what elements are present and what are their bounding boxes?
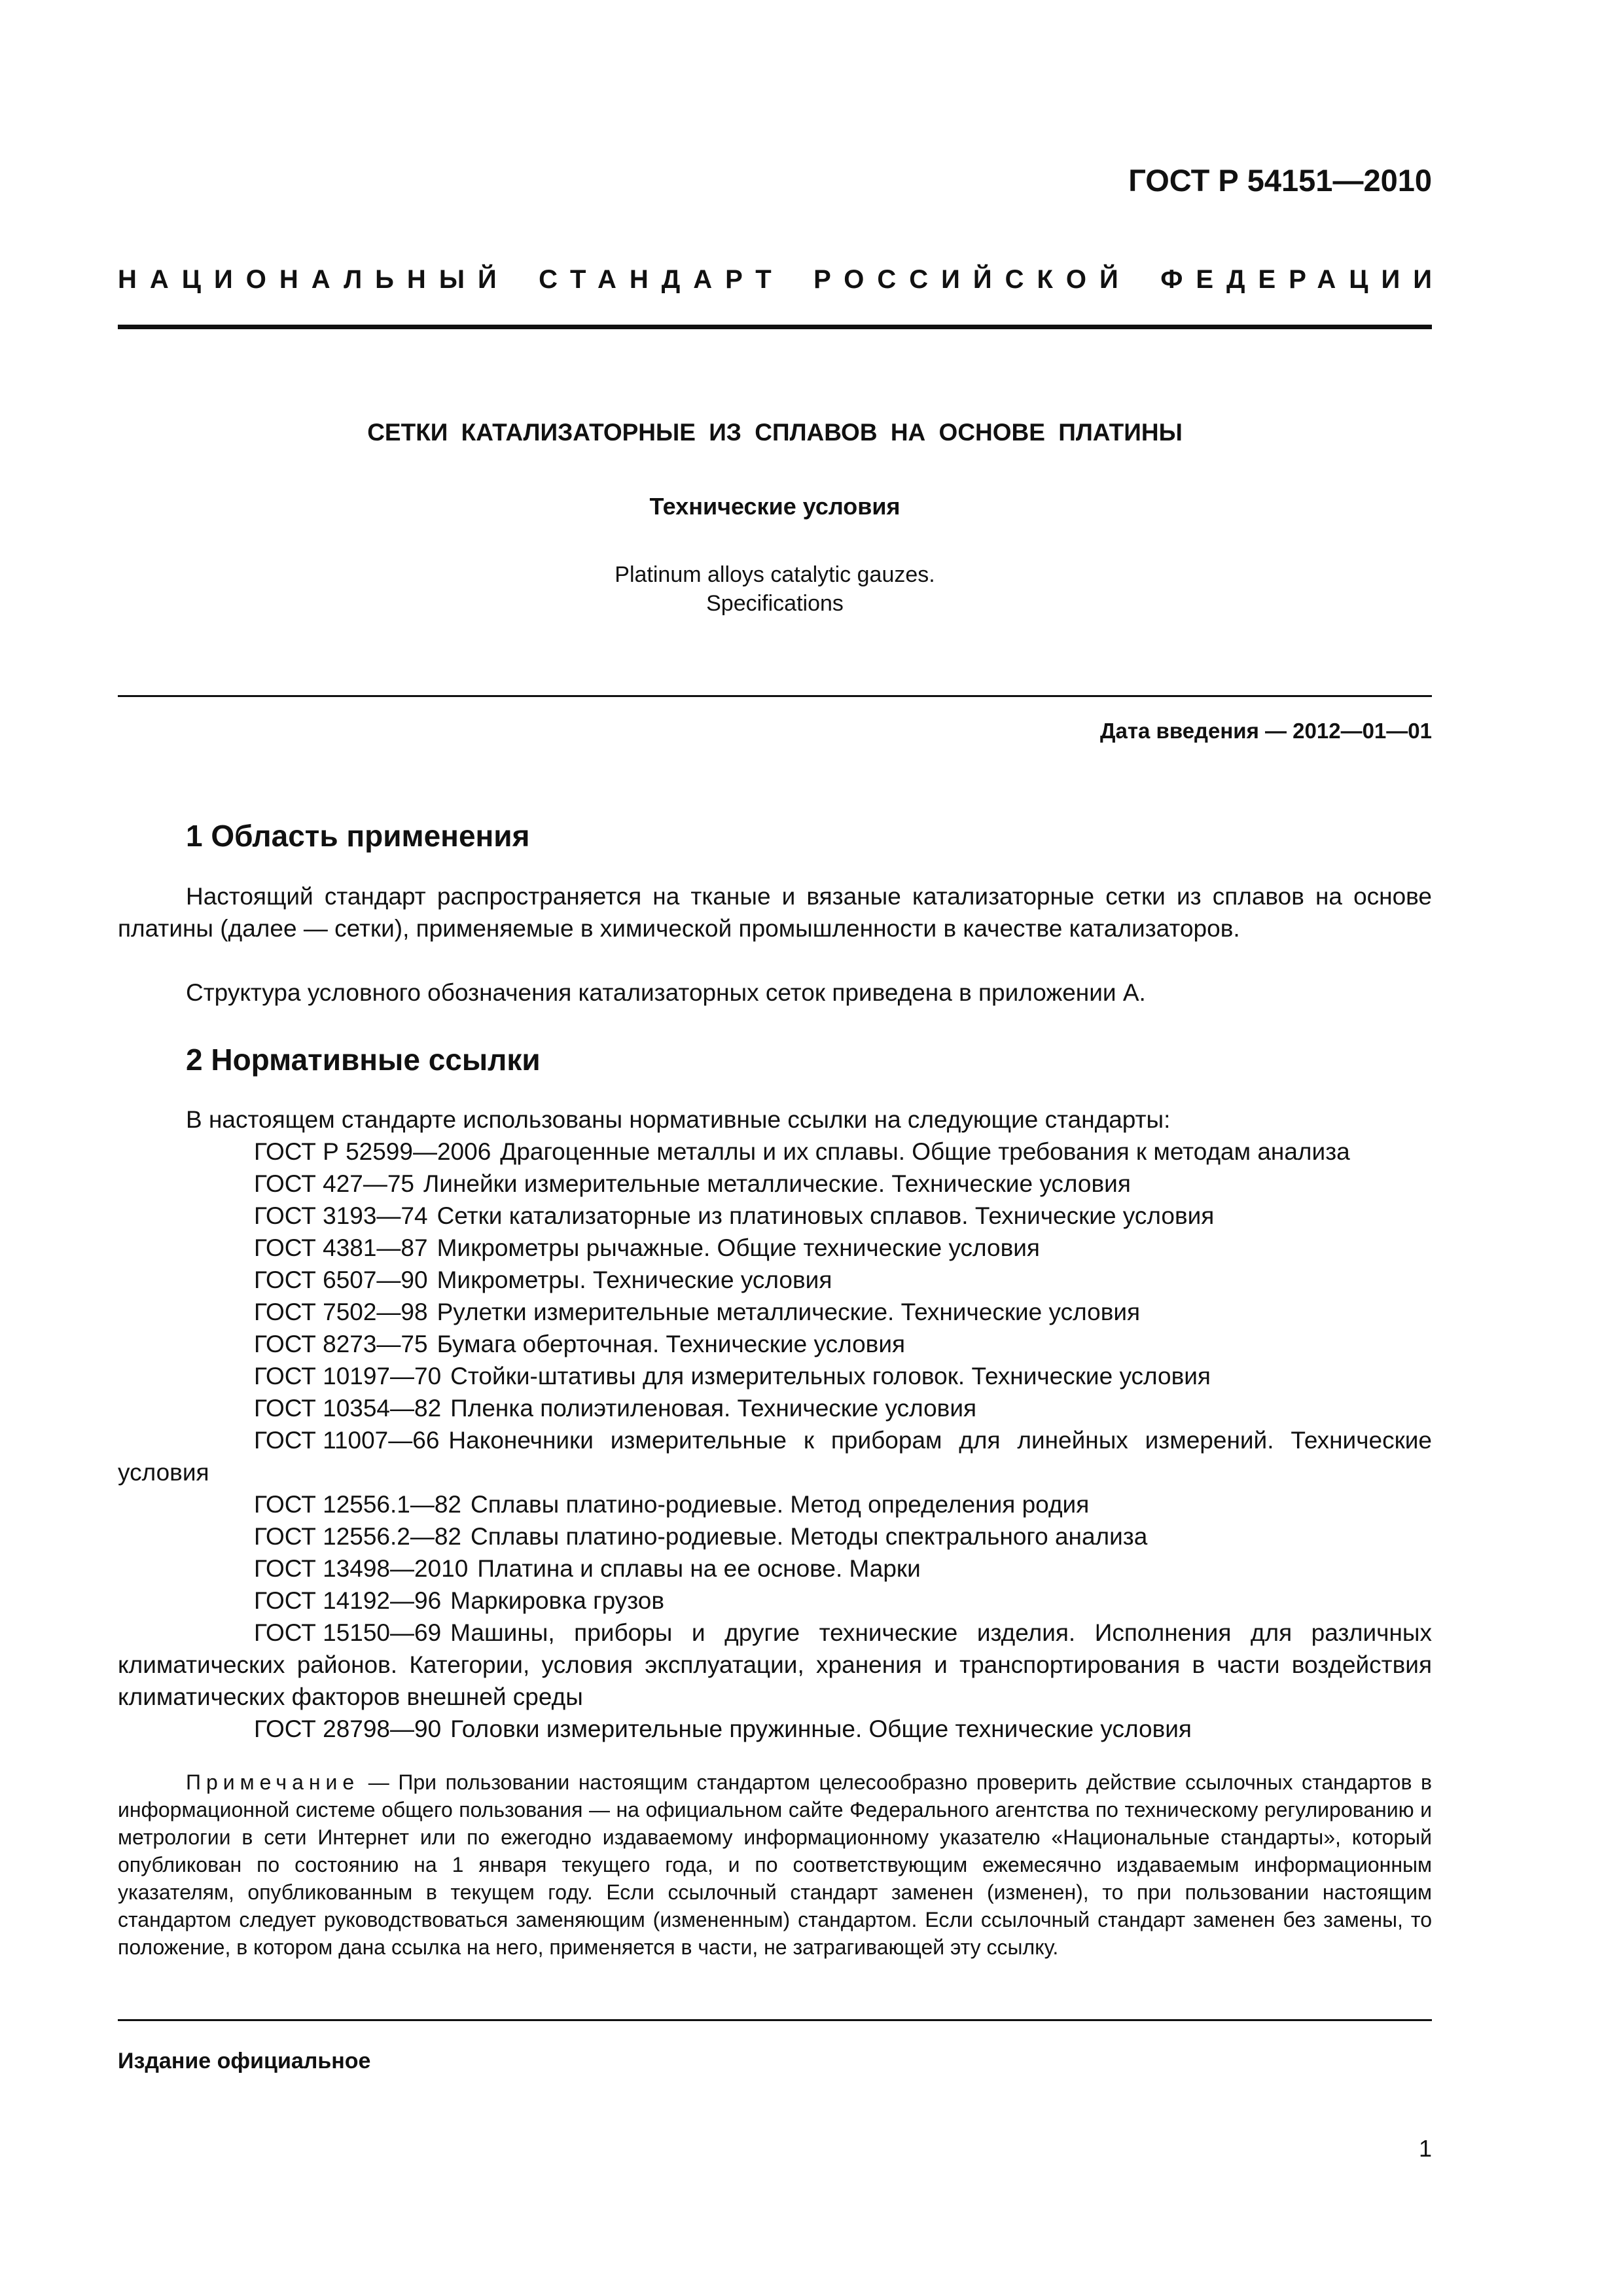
reference-code: ГОСТ 12556.1—82 [254,1491,462,1518]
reference-item [118,1552,1432,1585]
references-intro: В настоящем стандарте использованы нормативные ссылки на следующие стандарты: [186,1106,1171,1133]
note-label: Примечание [186,1770,360,1794]
reference-code: ГОСТ 10354—82 [254,1395,442,1422]
reference-code: ГОСТ 4381—87 [254,1234,428,1261]
page-number: 1 [1418,2135,1432,2162]
reference-item [118,1296,1432,1328]
header-word: РОССИЙСКОЙ [813,265,1132,294]
reference-item [118,1360,1432,1392]
reference-item [118,1424,1432,1488]
reference-item [118,1617,1432,1713]
reference-code: ГОСТ 8273—75 [254,1331,428,1357]
reference-title: Микрометры. Технические условия [437,1266,832,1293]
reference-item [118,1328,1432,1360]
reference-title: Микрометры рычажные. Общие технические условия [437,1234,1040,1261]
english-title-line: Platinum alloys catalytic gauzes. [615,562,935,587]
reference-title: Маркировка грузов [450,1587,665,1614]
reference-title: Пленка полиэтиленовая. Технические условия [450,1395,977,1422]
reference-title: Бумага оберточная. Технические условия [437,1331,906,1357]
reference-code: ГОСТ 14192—96 [254,1587,442,1614]
reference-title: Рулетки измерительные металлические. Технические условия [437,1299,1141,1325]
reference-code: ГОСТ 12556.2—82 [254,1523,462,1550]
reference-item [118,1264,1432,1296]
reference-code: ГОСТ Р 52599—2006 [254,1138,491,1165]
reference-title: Сплавы платино-родиевые. Метод определения родия [471,1491,1090,1518]
header-word: НАЦИОНАЛЬНЫЙ [118,265,510,294]
reference-code: ГОСТ 3193—74 [254,1202,428,1229]
reference-item [118,1488,1432,1520]
header-divider [118,325,1432,329]
reference-title: Драгоценные металлы и их сплавы. Общие требования к методам анализа [500,1138,1350,1165]
section-1-paragraph: Настоящий стандарт распространяется на тканые и вязаные катализаторные сетки из сплавов на основе платины (далее — сетки), применяемые в химической промышленности в качестве катализаторов. [118,883,1432,942]
reference-item [118,1136,1432,1168]
english-title-line: Specifications [706,591,844,616]
reference-title: Линейки измерительные металлические. Технические условия [423,1170,1131,1197]
title-divider [118,695,1432,697]
english-title [118,560,1432,618]
reference-title: Машины, приборы и другие технические изделия. Исполнения для различных климатических районов. Категории, условия эксплуатации, хранения и транспортирования в части воздействия климатических факторов внешней среды [118,1619,1432,1710]
note-text: — При пользовании настоящим стандартом целесообразно проверить действие ссылочных стандартов в информационной системе общего пользования — на официальном сайте Федерального агентства по техническому регулированию и метрологии в сети Интернет или по ежегодно издаваемому информационному указателю «Национальные стандарты», который опубликован по состоянию на 1 января текущего года, и по соответствующим ежемесячно издаваемым информационным указателям, опубликованным в текущем году. Если ссылочный стандарт заменен (изменен), то при пользовании настоящим стандартом следует руководствоваться заменяющим (измененным) стандартом. Если ссылочный стандарт заменен без замены, то положение, в котором дана ссылка на него, применяется в части, не затрагивающей эту ссылку. [118,1770,1433,1959]
reference-title: Платина и сплавы на ее основе. Марки [477,1555,921,1582]
document-number: ГОСТ Р 54151—2010 [1128,163,1432,198]
references-note [118,1768,1432,1961]
edition-label: Издание официальное [118,2049,371,2073]
reference-code: ГОСТ 15150—69 [254,1619,442,1646]
document-title: СЕТКИ КАТАЛИЗАТОРНЫЕ ИЗ СПЛАВОВ НА ОСНОВЕ ПЛАТИНЫ [367,419,1183,446]
footer-divider [118,2019,1432,2021]
reference-code: ГОСТ 7502—98 [254,1299,428,1325]
reference-item [118,1168,1432,1200]
header-word: ФЕДЕРАЦИИ [1160,265,1445,294]
reference-code: ГОСТ 6507—90 [254,1266,428,1293]
national-standard-header [118,265,1445,295]
section-1-paragraph: Структура условного обозначения катализаторных сеток приведена в приложении А. [186,979,1146,1006]
section-2-heading: 2 Нормативные ссылки [186,1043,541,1077]
reference-code: ГОСТ 28798—90 [254,1715,442,1742]
reference-title: Наконечники измерительные к приборам для линейных измерений. Технические условия [118,1427,1432,1486]
introduction-date: Дата введения — 2012—01—01 [1100,719,1432,743]
reference-title: Сетки катализаторные из платиновых сплавов. Технические условия [437,1202,1215,1229]
reference-code: ГОСТ 10197—70 [254,1363,442,1390]
reference-title: Головки измерительные пружинные. Общие технические условия [450,1715,1192,1742]
reference-item [118,1200,1432,1232]
reference-title: Стойки-штативы для измерительных головок. Технические условия [450,1363,1211,1390]
reference-title: Сплавы платино-родиевые. Методы спектрального анализа [471,1523,1148,1550]
header-word: СТАНДАРТ [539,265,785,294]
reference-item [118,1520,1432,1552]
reference-item [118,1585,1432,1617]
reference-code: ГОСТ 427—75 [254,1170,414,1197]
reference-code: ГОСТ 13498—2010 [254,1555,469,1582]
reference-code: ГОСТ 11007—66 [254,1427,440,1454]
document-subtitle: Технические условия [649,493,901,520]
reference-item [118,1232,1432,1264]
section-1-heading: 1 Область применения [186,819,530,853]
reference-item [118,1713,1432,1745]
document-page [118,0,1445,2296]
reference-item [118,1392,1432,1424]
